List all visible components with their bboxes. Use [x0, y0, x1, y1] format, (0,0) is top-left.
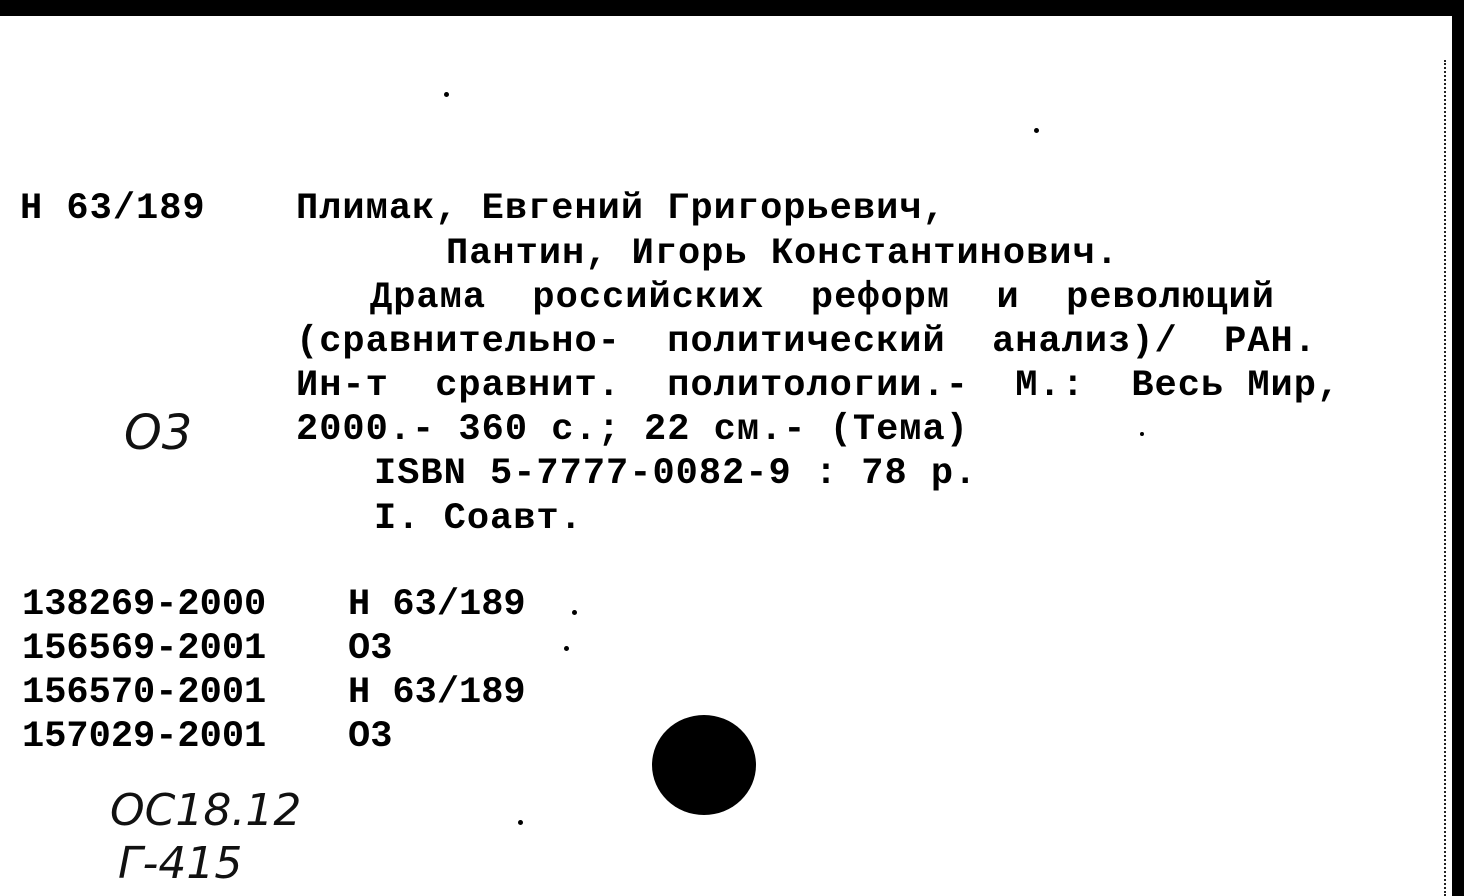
- accession-row: [22, 671, 526, 715]
- scan-speck: [564, 646, 569, 651]
- ink-blot: [652, 715, 756, 815]
- scan-speck: [444, 92, 449, 97]
- description-line: Ин-т сравнит. политологии.- М.: Весь Мир,: [296, 365, 1341, 407]
- scan-right-border: [1452, 0, 1464, 896]
- accession-row: [22, 583, 526, 627]
- author-name: Плимак, Евгений Григорьевич,: [296, 188, 946, 230]
- accession-location: О3: [348, 716, 393, 758]
- accession-location: Н 63/189: [348, 584, 526, 626]
- title-line: Драма российских реформ и революций: [370, 277, 1275, 319]
- scan-speck: [572, 610, 577, 615]
- accession-list: [22, 583, 526, 759]
- description-line: 2000.- 360 с.; 22 см.- (Тема): [296, 409, 969, 451]
- accession-location: Н 63/189: [348, 672, 526, 714]
- accession-number: 156570-2001: [22, 672, 267, 714]
- accession-number: 156569-2001: [22, 628, 267, 670]
- coauthor-name: Пантин, Игорь Константинович.: [446, 233, 1119, 275]
- handwritten-mark: О3: [124, 405, 193, 461]
- scan-speck: [518, 820, 523, 825]
- isbn-line: ISBN 5-7777-0082-9 : 78 р.: [374, 453, 978, 495]
- card-edge-rule: [1444, 60, 1446, 896]
- accession-row: [22, 715, 526, 759]
- accession-number: 138269-2000: [22, 584, 267, 626]
- accession-row: [22, 627, 526, 671]
- scan-speck: [1034, 128, 1039, 133]
- description-line: (сравнительно- политический анализ)/ РАН.: [296, 321, 1317, 363]
- handwritten-shelf-mark: Г-415: [118, 838, 243, 889]
- call-number: Н 63/189: [20, 188, 206, 230]
- accession-number: 157029-2001: [22, 716, 267, 758]
- accession-location: О3: [348, 628, 393, 670]
- handwritten-shelf-mark: ОС18.12: [110, 785, 302, 836]
- scan-speck: [1140, 432, 1144, 436]
- coauthor-entry: I. Соавт.: [374, 498, 583, 540]
- scan-top-border: [0, 0, 1464, 16]
